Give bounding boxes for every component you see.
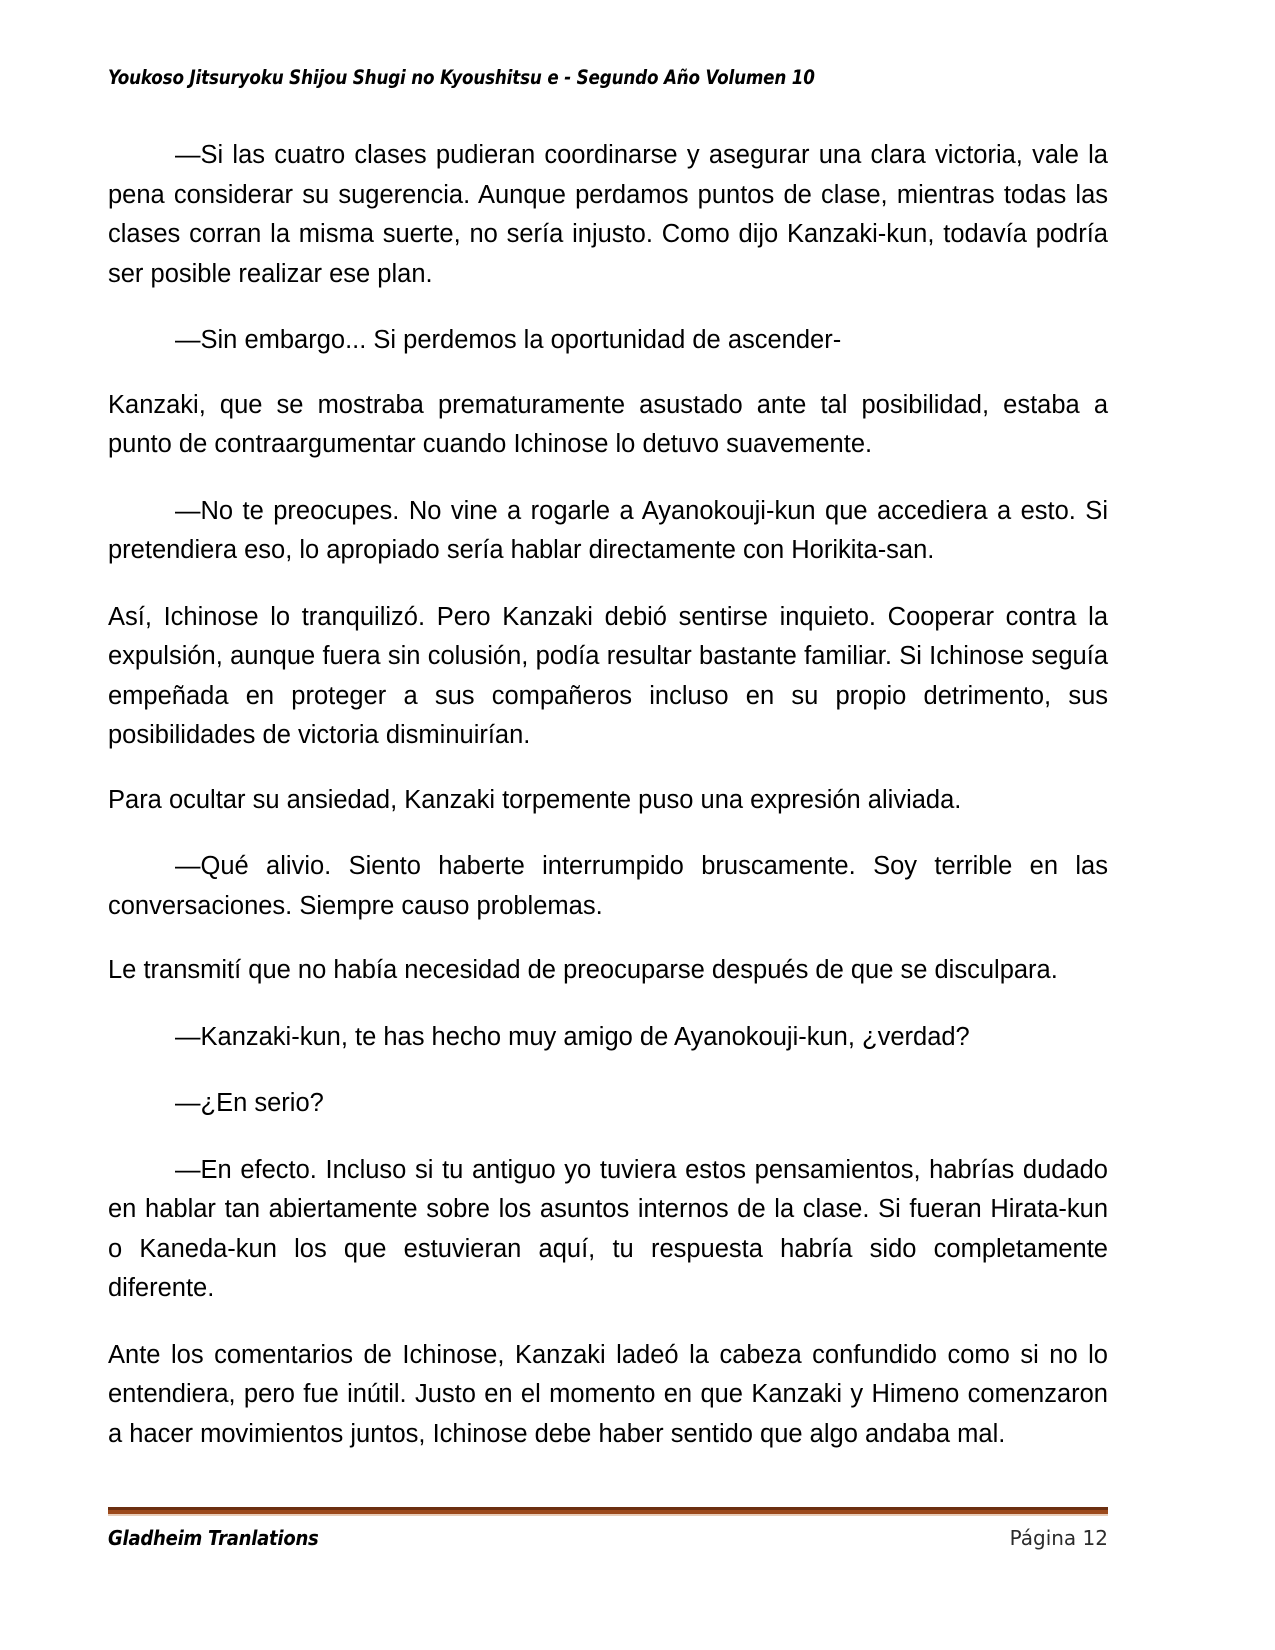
footer-divider-bottom-line [108, 1514, 1108, 1516]
paragraph-7: —Qué alivio. Siento haberte interrumpido bruscamente. Soy terrible en las conversaciones. Siempre causo problemas. [108, 852, 1108, 920]
paragraph-10: —¿En serio? [175, 1089, 324, 1117]
footer-page-number: Página 12 [1009, 1526, 1108, 1550]
footer-brand: Gladheim Tranlations [108, 1526, 319, 1550]
paragraph-9: —Kanzaki-kun, te has hecho muy amigo de Ayanokouji-kun, ¿verdad? [175, 1022, 970, 1051]
document-body [108, 136, 1108, 1454]
paragraph-4: —No te preocupes. No vine a rogarle a Ayanokouji-kun que accediera a esto. Si pretendiera eso, lo apropiado sería hablar directamente con Horikita-san. [108, 496, 1108, 564]
paragraph-3: Kanzaki, que se mostraba prematuramente asustado ante tal posibilidad, estaba a punto de contraargumentar cuando Ichinose lo detuvo suavemente. [108, 390, 1108, 458]
header-title: Youkoso Jitsuryoku Shijou Shugi no Kyoushitsu e - Segundo Año Volumen 10 [108, 66, 815, 89]
paragraph-12: Ante los comentarios de Ichinose, Kanzaki ladeó la cabeza confundido como si no lo entendiera, pero fue inútil. Justo en el momento en que Kanzaki y Himeno comenzaron a hacer movimientos juntos, Ichinose debe haber sentido que algo andaba mal. [108, 1340, 1108, 1448]
paragraph-1: —Si las cuatro clases pudieran coordinarse y asegurar una clara victoria, vale la pena considerar su sugerencia. Aunque perdamos puntos de clase, mientras todas las clases corran la misma suerte, no sería injusto. Como dijo Kanzaki-kun, todavía podría ser posible realizar ese plan. [108, 141, 1108, 288]
paragraph-11: —En efecto. Incluso si tu antiguo yo tuviera estos pensamientos, habrías dudado en hablar tan abiertamente sobre los asuntos internos de la clase. Si fueran Hirata-kun o Kaneda-kun los que estuvieran aquí, tu respuesta habría sido completamente diferente. [108, 1155, 1108, 1302]
paragraph-5: Así, Ichinose lo tranquilizó. Pero Kanzaki debió sentirse inquieto. Cooperar contra la expulsión, aunque fuera sin colusión, podía resultar bastante familiar. Si Ichinose seguía empeñada en proteger a sus compañeros incluso en su propio detrimento, sus posibilidades de victoria disminuirían. [108, 602, 1108, 749]
paragraph-2: —Sin embargo... Si perdemos la oportunidad de ascender- [175, 326, 842, 354]
paragraph-8: Le transmití que no había necesidad de preocuparse después de que se disculpara. [108, 956, 1058, 984]
paragraph-6: Para ocultar su ansiedad, Kanzaki torpemente puso una expresión aliviada. [108, 785, 962, 814]
footer-divider [108, 1507, 1108, 1516]
page-footer [108, 1526, 1108, 1566]
page-header [108, 66, 1108, 100]
